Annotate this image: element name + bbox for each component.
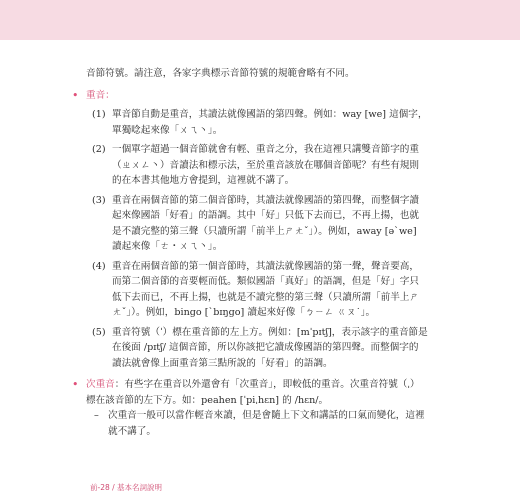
secondary-stress-title: 次重音 — [86, 379, 115, 390]
page-footer: 前-28 / 基本名詞說明 — [90, 483, 163, 492]
item-number: (3) — [92, 194, 106, 206]
stress-item — [80, 142, 428, 189]
stress-item — [80, 107, 428, 138]
item-text: 一個單字超過一個音節就會有輕、重音之分，我在這裡只講雙音節字的重（ㄓㄨㄥ丶）音讀法和標示法，至於重音該放在哪個音節呢？有些有規則的在本書其他地方會提到，這裡就不講了。 — [112, 144, 419, 186]
bottom-band — [0, 478, 520, 500]
secondary-stress-section — [68, 377, 428, 439]
secondary-stress-text: ：有些字在重音以外還會有「次重音」，即較低的重音。次重音符號（ˌ）標在該音節的左下方。如：peahen [ˈpiˌhɛn] 的 /hɛn/。 — [86, 379, 420, 406]
item-number: (1) — [92, 109, 106, 120]
sub-item-text: 次重音一般可以當作輕音來讀，但是會隨上下文和講話的口氣而變化，這裡就不講了。 — [108, 410, 425, 437]
secondary-sub-item — [80, 408, 428, 439]
item-text: 重音在兩個音節的第二個音節時，其讀法就像國語的第四聲，而整個字讀起來像國語「好看」的語調。其中「好」只低下去而已，不再上揚，也就是不讀完整的第三聲（只讀所謂「前半上ㄕㄤˇ」）。例如，away [əˋwe] 讀起來像「ㄜ・ㄨㄟ丶」。 — [112, 194, 419, 252]
top-color-band — [0, 0, 520, 40]
secondary-stress-paragraph — [80, 377, 428, 408]
item-number: (5) — [92, 326, 106, 338]
stress-item — [80, 193, 428, 255]
primary-stress-section — [68, 88, 428, 372]
stress-item — [80, 259, 428, 321]
page-content — [68, 66, 428, 445]
dash-marker: – — [94, 410, 99, 421]
item-number: (4) — [92, 260, 106, 272]
item-number: (2) — [92, 144, 106, 155]
item-text: 重音在兩個音節的第一個音節時，其讀法就像國語的第一聲，聲音要高，而第二個音節的音要輕而低。類似國語「真好」的語調，但是「好」字只低下去而已，不再上揚，也就是不讀完整的第三聲（只讀所謂「前半上ㄕㄤˇ」）。例如，bingo [ˋbɪŋgo] 讀起來好像「ㄅㄧㄥ ㄍㄡ˙」。 — [112, 260, 419, 318]
item-text: 單音節自動是重音，其讀法就像國語的第四聲。例如：way [we] 這個字，單獨唸起來像「ㄨㄟ丶」。 — [112, 109, 428, 136]
bullet-icon: • — [72, 378, 79, 391]
stress-item — [80, 325, 428, 372]
primary-stress-title: 重音： — [86, 89, 115, 101]
item-text: 重音符號（ˈ）標在重音節的左上方。例如：[mˈpɪtʃ]，表示該字的重音節是在後面 /pɪtʃ/ 這個音節，所以你該把它讀成像國語的第四聲。而整個字的讀法就會像上面重音第三點所說的「好看」的語調。 — [112, 326, 428, 369]
intro-paragraph: 音節符號。請注意，各家字典標示音節符號的規範會略有不同。 — [86, 68, 355, 79]
bullet-icon: • — [72, 88, 79, 102]
